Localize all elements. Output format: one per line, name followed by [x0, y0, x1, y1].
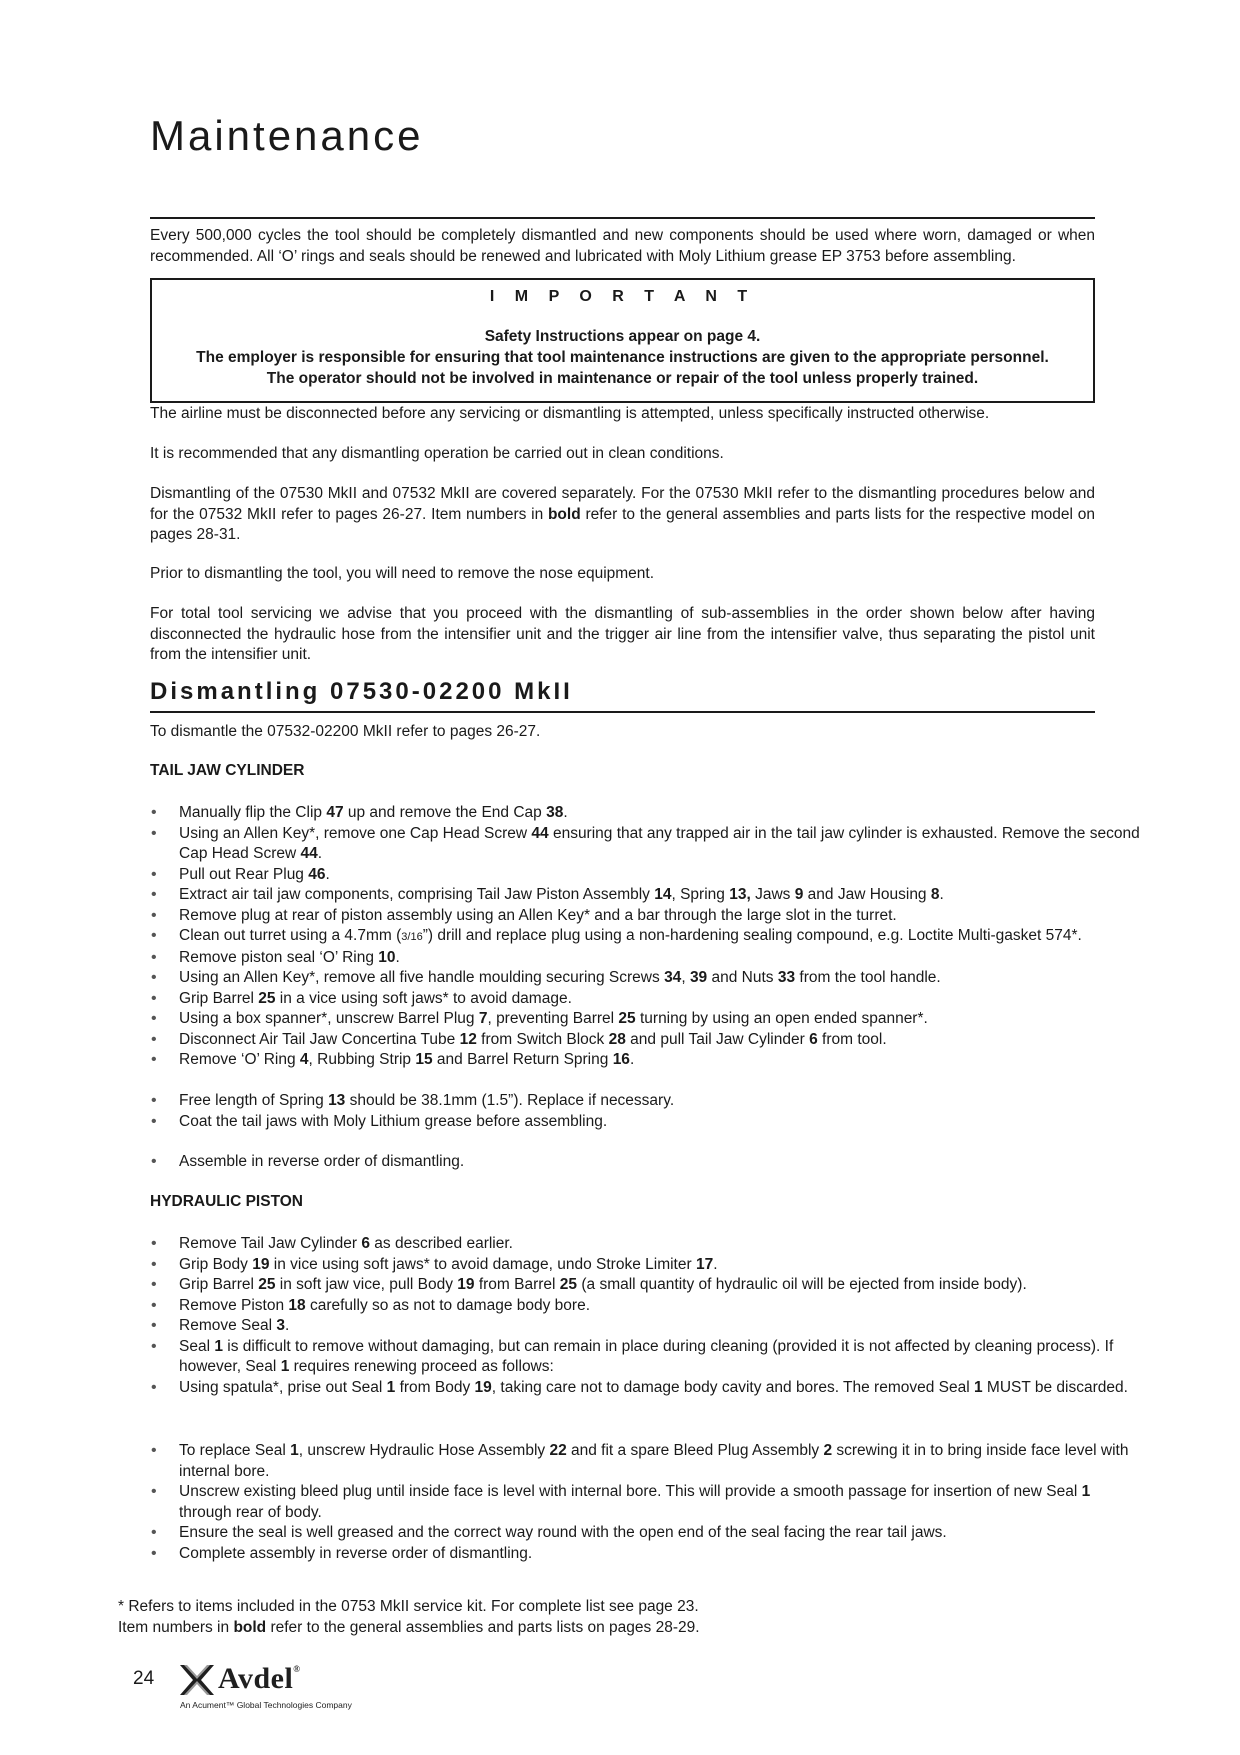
item-text: through rear of body.	[179, 1503, 322, 1521]
item-text: , preventing Barrel	[487, 1010, 619, 1027]
tail-jaw-assemble	[150, 1152, 1140, 1173]
item-number: 47	[326, 804, 344, 821]
footnote-text-b: refer to the general assemblies and parts lists on pages 28-29.	[266, 1618, 700, 1636]
list-item	[150, 1378, 1140, 1399]
item-text: as described earlier.	[369, 1235, 513, 1252]
intro-paragraph: Every 500,000 cycles the tool should be completely dismantled and new components should be used where worn, damaged or when recommended. All ‘O’ rings and seals should be renewed and lubricated with Moly Lithium grease EP 3753 before assembling.	[150, 227, 1095, 265]
item-text: and Jaw Housing	[803, 886, 931, 903]
item-text: and Barrel Return Spring	[432, 1051, 613, 1068]
title-rule	[150, 217, 1095, 219]
item-number: 16	[612, 1051, 630, 1068]
avdel-mark-icon	[180, 1665, 214, 1695]
list-item	[150, 1112, 1140, 1133]
airline-paragraph: The airline must be disconnected before any servicing or dismantling is attempted, unless specifically instructed otherwise.	[150, 405, 990, 422]
nose-paragraph: Prior to dismantling the tool, you will need to remove the nose equipment.	[150, 565, 655, 582]
item-number: 28	[608, 1030, 626, 1048]
item-number: 18	[288, 1296, 306, 1314]
item-text: is difficult to remove without damaging, but can remain in place during cleaning (provided it is not affected by cleaning process). If however, Seal	[179, 1337, 1114, 1375]
item-text: and Nuts	[707, 969, 778, 986]
item-text: Clean out turret using a 4.7mm (	[179, 927, 402, 944]
item-text: , taking care not to damage body cavity and bores. The removed Seal	[491, 1378, 974, 1396]
item-text: .	[317, 845, 323, 862]
list-item	[150, 906, 1140, 927]
item-number: 1	[974, 1378, 983, 1396]
footnote-text-bold: bold	[233, 1618, 267, 1636]
important-heading: I M P O R T A N T	[489, 288, 756, 305]
item-text: turning by using an open ended spanner*.	[635, 1010, 928, 1027]
important-line-2: The employer is responsible for ensuring that tool maintenance instructions are given to the appropriate personnel.	[196, 349, 1049, 366]
item-number: 25	[618, 1010, 636, 1027]
item-text: Remove piston seal ‘O’ Ring	[179, 948, 379, 966]
item-text: from the tool handle.	[795, 969, 941, 986]
item-text: , Spring	[671, 886, 730, 903]
item-text: screwing it in to bring inside face level with internal bore.	[179, 1442, 1129, 1480]
page-title: Maintenance	[150, 112, 424, 159]
list-item	[150, 1009, 1140, 1030]
list-item	[150, 1091, 1140, 1112]
item-text: Pull out Rear Plug	[179, 865, 309, 883]
list-item	[150, 1316, 1140, 1337]
item-text: and pull Tail Jaw Cylinder	[625, 1030, 810, 1048]
item-number: 25	[258, 989, 276, 1007]
item-text: Using an Allen Key*, remove one Cap Head Screw	[179, 824, 532, 842]
list-item	[150, 824, 1140, 865]
item-number: 34	[664, 969, 682, 986]
item-text: Unscrew existing bleed plug until inside face is level with internal bore. This will provide a smooth passage for insertion of new Seal	[179, 1483, 1082, 1500]
item-number: 25	[258, 1276, 276, 1293]
item-text: .	[284, 1317, 290, 1334]
section-rule	[150, 711, 1095, 713]
item-number: 3	[276, 1317, 285, 1334]
item-number: 1	[290, 1442, 299, 1459]
item-number: 15	[415, 1051, 433, 1068]
list-item	[150, 1275, 1140, 1296]
clean-paragraph: It is recommended that any dismantling operation be carried out in clean conditions.	[150, 445, 724, 462]
list-item	[150, 968, 1140, 989]
item-text: ,	[681, 969, 690, 986]
item-text: ensuring that any trapped air in the tail jaw cylinder is exhausted. Remove the second Cap Head Screw	[179, 824, 1140, 862]
item-text: Jaws	[750, 886, 795, 903]
item-number: 1	[214, 1337, 223, 1355]
item-text: .	[563, 804, 568, 821]
item-number: 9	[794, 886, 804, 903]
hydraulic-piston-heading: HYDRAULIC PISTON	[150, 1193, 304, 1210]
section-note: To dismantle the 07532-02200 MkII refer to pages 26-27.	[150, 723, 541, 740]
item-text: Complete assembly in reverse order of dismantling.	[179, 1544, 533, 1562]
list-item	[150, 1337, 1140, 1378]
item-number: 13	[328, 1092, 346, 1109]
list-item	[150, 885, 1140, 906]
item-number: 13,	[729, 886, 751, 903]
list-item	[150, 1255, 1140, 1276]
item-number: 6	[809, 1030, 818, 1048]
item-number: 1	[386, 1378, 396, 1396]
tail-jaw-steps	[150, 803, 1140, 1071]
logo-name: Avdel	[218, 1662, 294, 1695]
item-text: Ensure the seal is well greased and the correct way round with the open end of the seal facing the rear tail jaws.	[179, 1524, 947, 1541]
item-number: 1	[1081, 1483, 1091, 1500]
item-text: ”) drill and replace plug using a non-hardening sealing compound, e.g. Loctite Multi-gasket 574*.	[422, 927, 1082, 944]
footnotes	[118, 1597, 700, 1638]
list-item	[150, 1152, 1140, 1173]
item-text: Remove ‘O’ Ring	[179, 1051, 300, 1068]
list-item	[150, 1296, 1140, 1317]
item-number: 39	[689, 969, 708, 986]
list-item	[150, 948, 1140, 969]
logo-registered: ®	[293, 1664, 301, 1674]
item-text: Manually flip the Clip	[179, 804, 327, 821]
item-number: 8	[930, 886, 940, 903]
list-item	[150, 865, 1140, 886]
item-text: Remove Seal	[179, 1317, 277, 1334]
total-paragraph: For total tool servicing we advise that you proceed with the dismantling of sub-assemblies in the order shown below after having disconnected the hydraulic hose from the intensifier unit and the trigger air line from the intensifier valve, thus separating the pistol unit from the intensifier unit.	[150, 605, 1095, 663]
item-text: carefully so as not to damage body bore.	[305, 1296, 591, 1314]
item-text: Grip Barrel	[179, 989, 259, 1007]
item-text: , Rubbing Strip	[308, 1051, 416, 1068]
tail-jaw-notes	[150, 1091, 1140, 1132]
important-lines	[152, 326, 1093, 389]
item-text: from Body	[395, 1378, 475, 1396]
section-title: Dismantling 07530-02200 MkII	[150, 678, 573, 705]
item-text: .	[939, 886, 944, 903]
item-number: 19	[457, 1276, 475, 1293]
item-text: .	[629, 1051, 635, 1068]
list-item	[150, 1441, 1140, 1482]
avdel-logo	[180, 1662, 352, 1710]
item-number: 1	[280, 1358, 290, 1375]
item-number: 10	[378, 948, 396, 966]
item-text: (a small quantity of hydraulic oil will be ejected from inside body).	[577, 1276, 1027, 1293]
models-text-bold: bold	[547, 505, 581, 523]
item-text: Coat the tail jaws with Moly Lithium grease before assembling.	[179, 1112, 608, 1130]
item-text: MUST be discarded.	[982, 1378, 1128, 1396]
list-item	[150, 803, 1140, 824]
item-text: Free length of Spring	[179, 1092, 329, 1109]
item-text: and fit a spare Bleed Plug Assembly	[566, 1442, 824, 1459]
item-text: Remove plug at rear of piston assembly using an Allen Key* and a bar through the large slot in the turret.	[179, 906, 897, 924]
item-number: 22	[549, 1442, 567, 1459]
item-text: from tool.	[817, 1030, 887, 1048]
item-text: Assemble in reverse order of dismantling.	[179, 1153, 465, 1170]
page-number: 24	[133, 1668, 155, 1689]
item-text: up and remove the End Cap	[343, 804, 547, 821]
item-number: 46	[308, 865, 326, 883]
fraction: 3/16	[401, 931, 423, 943]
item-number: 14	[654, 886, 672, 903]
models-text-b: refer to the general assemblies and parts lists for the respective model on pages 28-31.	[150, 505, 1095, 543]
list-item	[150, 1050, 1140, 1071]
item-number: 6	[361, 1235, 370, 1252]
item-number: 38	[546, 804, 564, 821]
list-item	[150, 989, 1140, 1010]
list-item	[150, 1544, 1140, 1565]
list-item	[150, 1523, 1140, 1544]
tail-jaw-heading: TAIL JAW CYLINDER	[150, 762, 305, 779]
item-number: 44	[300, 845, 318, 862]
item-text: requires renewing proceed as follows:	[289, 1358, 554, 1375]
item-text: , unscrew Hydraulic Hose Assembly	[298, 1442, 550, 1459]
item-number: 33	[777, 969, 796, 986]
item-text: from Switch Block	[476, 1030, 609, 1048]
item-number: 2	[823, 1442, 833, 1459]
important-line-1: Safety Instructions appear on page 4.	[484, 328, 761, 345]
item-text: Remove Piston	[179, 1296, 289, 1314]
item-text: .	[325, 865, 330, 883]
item-number: 17	[695, 1255, 714, 1273]
item-number: 44	[531, 824, 549, 842]
models-text-a: Dismantling of the 07530 MkII and 07532 MkII are covered separately. For the 07530 MkII refer to the dismantling procedures below and for the 07532 MkII refer to pages 26-27. Item numbers in	[150, 485, 1095, 523]
important-line-3: The operator should not be involved in maintenance or repair of the tool unless properly trained.	[266, 370, 979, 387]
item-text: .	[395, 948, 400, 966]
item-number: 4	[299, 1051, 309, 1068]
hydraulic-piston-seal-steps	[150, 1441, 1140, 1564]
item-text: Grip Barrel	[179, 1276, 259, 1293]
item-number: 25	[559, 1276, 578, 1293]
item-text: To replace Seal	[179, 1442, 291, 1459]
item-text: in a vice using soft jaws* to avoid damage.	[275, 989, 572, 1007]
item-number: 12	[459, 1030, 477, 1048]
important-box	[150, 278, 1095, 403]
logo-wordmark	[218, 1662, 301, 1696]
item-text: in soft jaw vice, pull Body	[275, 1276, 458, 1293]
item-text: Using an Allen Key*, remove all five handle moulding securing Screws	[179, 969, 665, 986]
item-text: .	[713, 1255, 718, 1273]
item-text: Seal	[179, 1337, 215, 1355]
item-number: 19	[252, 1255, 270, 1273]
logo-tagline: An Acument™ Global Technologies Company	[180, 1700, 352, 1710]
item-text: Disconnect Air Tail Jaw Concertina Tube	[179, 1030, 460, 1048]
item-text: Extract air tail jaw components, comprising Tail Jaw Piston Assembly	[179, 886, 655, 903]
footnote-service-kit: * Refers to items included in the 0753 MkII service kit. For complete list see page 23.	[118, 1598, 699, 1615]
footnote-text-a: Item numbers in	[118, 1618, 234, 1636]
item-text: should be 38.1mm (1.5”). Replace if necessary.	[345, 1092, 675, 1109]
item-text: in vice using soft jaws* to avoid damage, undo Stroke Limiter	[269, 1255, 696, 1273]
list-item	[150, 1482, 1140, 1523]
models-paragraph	[150, 484, 1095, 546]
item-text: from Barrel	[474, 1276, 560, 1293]
hydraulic-piston-steps	[150, 1234, 1140, 1398]
item-number: 19	[474, 1378, 492, 1396]
item-text: Remove Tail Jaw Cylinder	[179, 1235, 362, 1252]
item-text: Using a box spanner*, unscrew Barrel Plug	[179, 1010, 479, 1027]
list-item	[150, 1234, 1140, 1255]
item-text: Using spatula*, prise out Seal	[179, 1378, 387, 1396]
item-text: Grip Body	[179, 1255, 253, 1273]
item-number: 7	[478, 1010, 488, 1027]
list-item	[150, 926, 1140, 948]
footnote-bold-items	[118, 1618, 700, 1639]
list-item	[150, 1030, 1140, 1051]
